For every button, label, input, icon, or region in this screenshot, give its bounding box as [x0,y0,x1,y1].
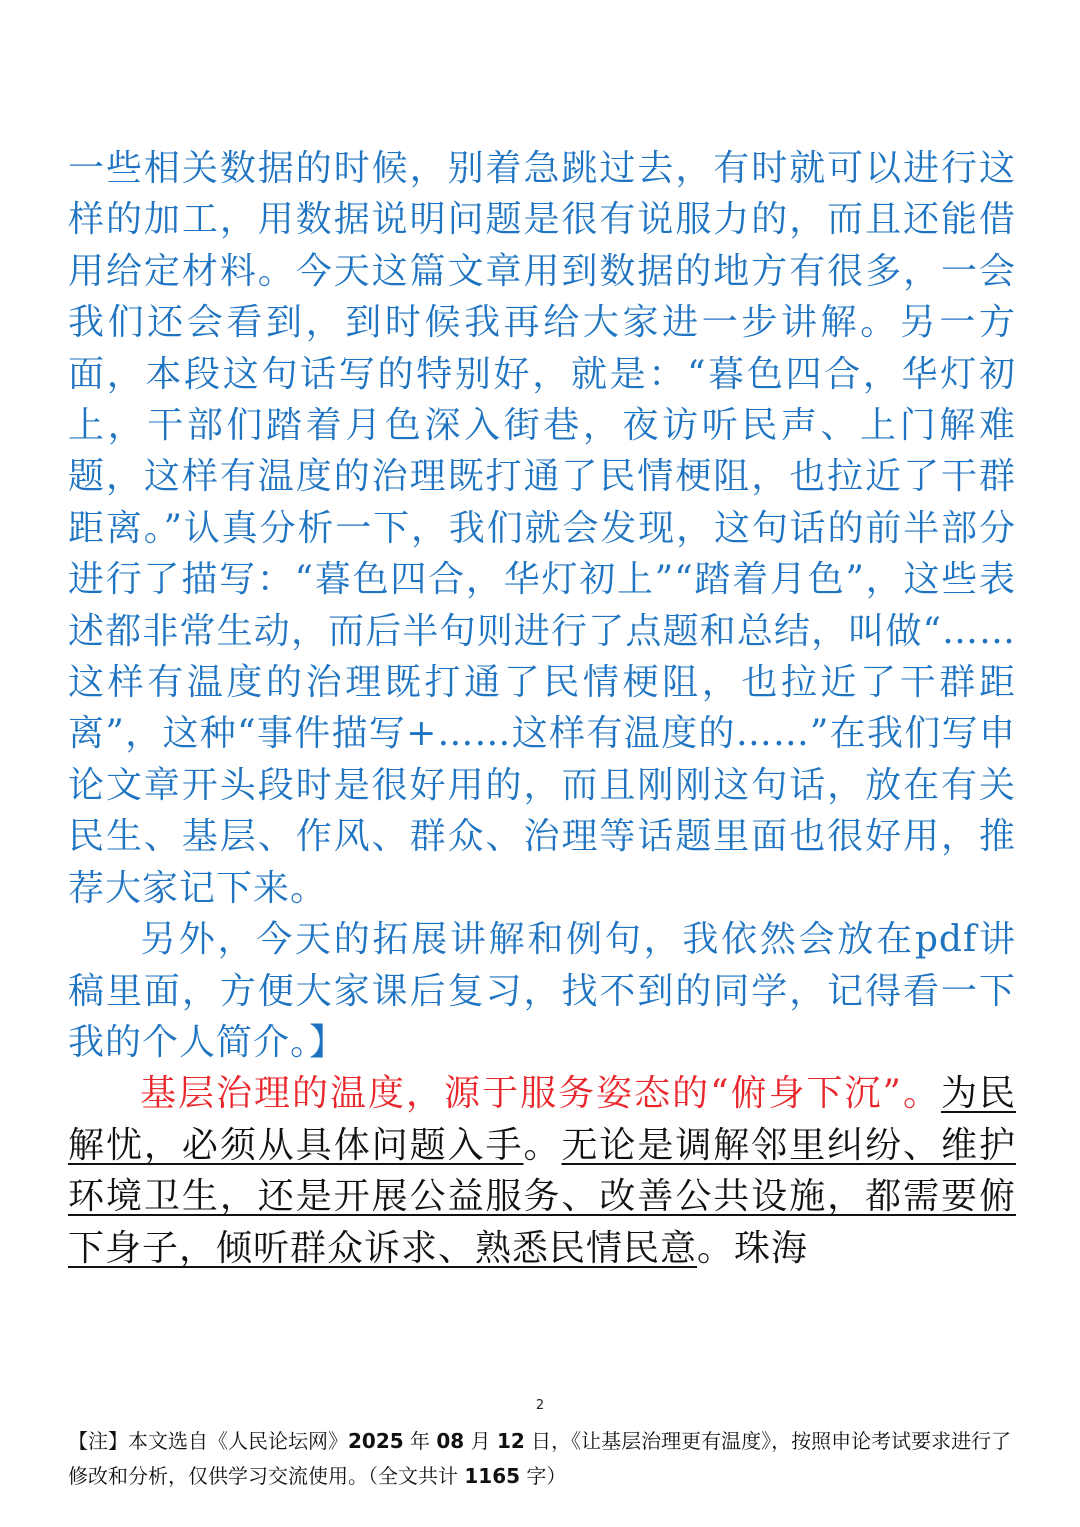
underlined-sentence-1: 为民解忧，必须从具体问题入手 [68,1073,1016,1166]
sentence-separator-2: 。 [697,1227,735,1269]
footnote-part-1: 【注】本文选自《人民论坛网》 [68,1429,348,1453]
footnote-part-3: 月 [464,1429,497,1453]
sentence-separator-1: 。 [523,1124,562,1166]
article-paragraph [68,1068,1016,1274]
page-number: 2 [535,1398,545,1413]
source-footnote [68,1424,1018,1494]
underlined-sentence-2: 无论是调解邻里纠纷、维护环境卫生，还是开展公益服务、改善公共设施，都需要俯下身子，倾听群众诉求、熟悉民情民意 [68,1124,1016,1269]
footnote-part-5: 字） [520,1464,567,1488]
footnote-day: 12 [496,1429,525,1453]
paragraph-heading: 基层治理的温度，源于服务姿态的“俯身下沉”。 [140,1073,941,1115]
analysis-paragraph-pdf-note: 另外，今天的拓展讲解和例句，我依然会放在pdf讲稿里面，方便大家课后复习，找不到的同学，记得看一下我的个人简介。】 [68,919,1016,1063]
article-body [68,143,1016,1274]
footnote-month: 08 [436,1429,465,1453]
footnote-year: 2025 [348,1429,404,1453]
analysis-paragraph-data: 一些相关数据的时候，别着急跳过去，有时就可以进行这样的加工，用数据说明问题是很有说服力的，而且还能借用给定材料。今天这篇文章用到数据的地方有很多，一会我们还会看到，到时候我再给大家进一步讲解。另一方面，本段这句话写的特别好，就是：“暮色四合，华灯初上，干部们踏着月色深入街巷，夜访听民声、上门解难题，这样有温度的治理既打通了民情梗阻，也拉近了干群距离。”认真分析一下，我们就会发现，这句话的前半部分进行了描写：“暮色四合，华灯初上”“踏着月色”，这些表述都非常生动，而后半句则进行了点题和总结，叫做“……这样有温度的治理既打通了民情梗阻，也拉近了干群距离”，这种“事件描写+……这样有温度的……”在我们写申论文章开头段时是很好用的，而且刚刚这句话，放在有关民生、基层、作风、群众、治理等话题里面也很好用，推荐大家记下来。 [68,148,1016,909]
footnote-word-count: 1165 [464,1464,521,1488]
footnote-part-2: 年 [403,1429,437,1453]
continuation-text: 珠海 [734,1227,809,1269]
footnote-part-4: 日，《让基层治理更有温度》，按照申论考试要求进行了修改和分析，仅供学习交流使用。（全文共计 [68,1429,1012,1488]
